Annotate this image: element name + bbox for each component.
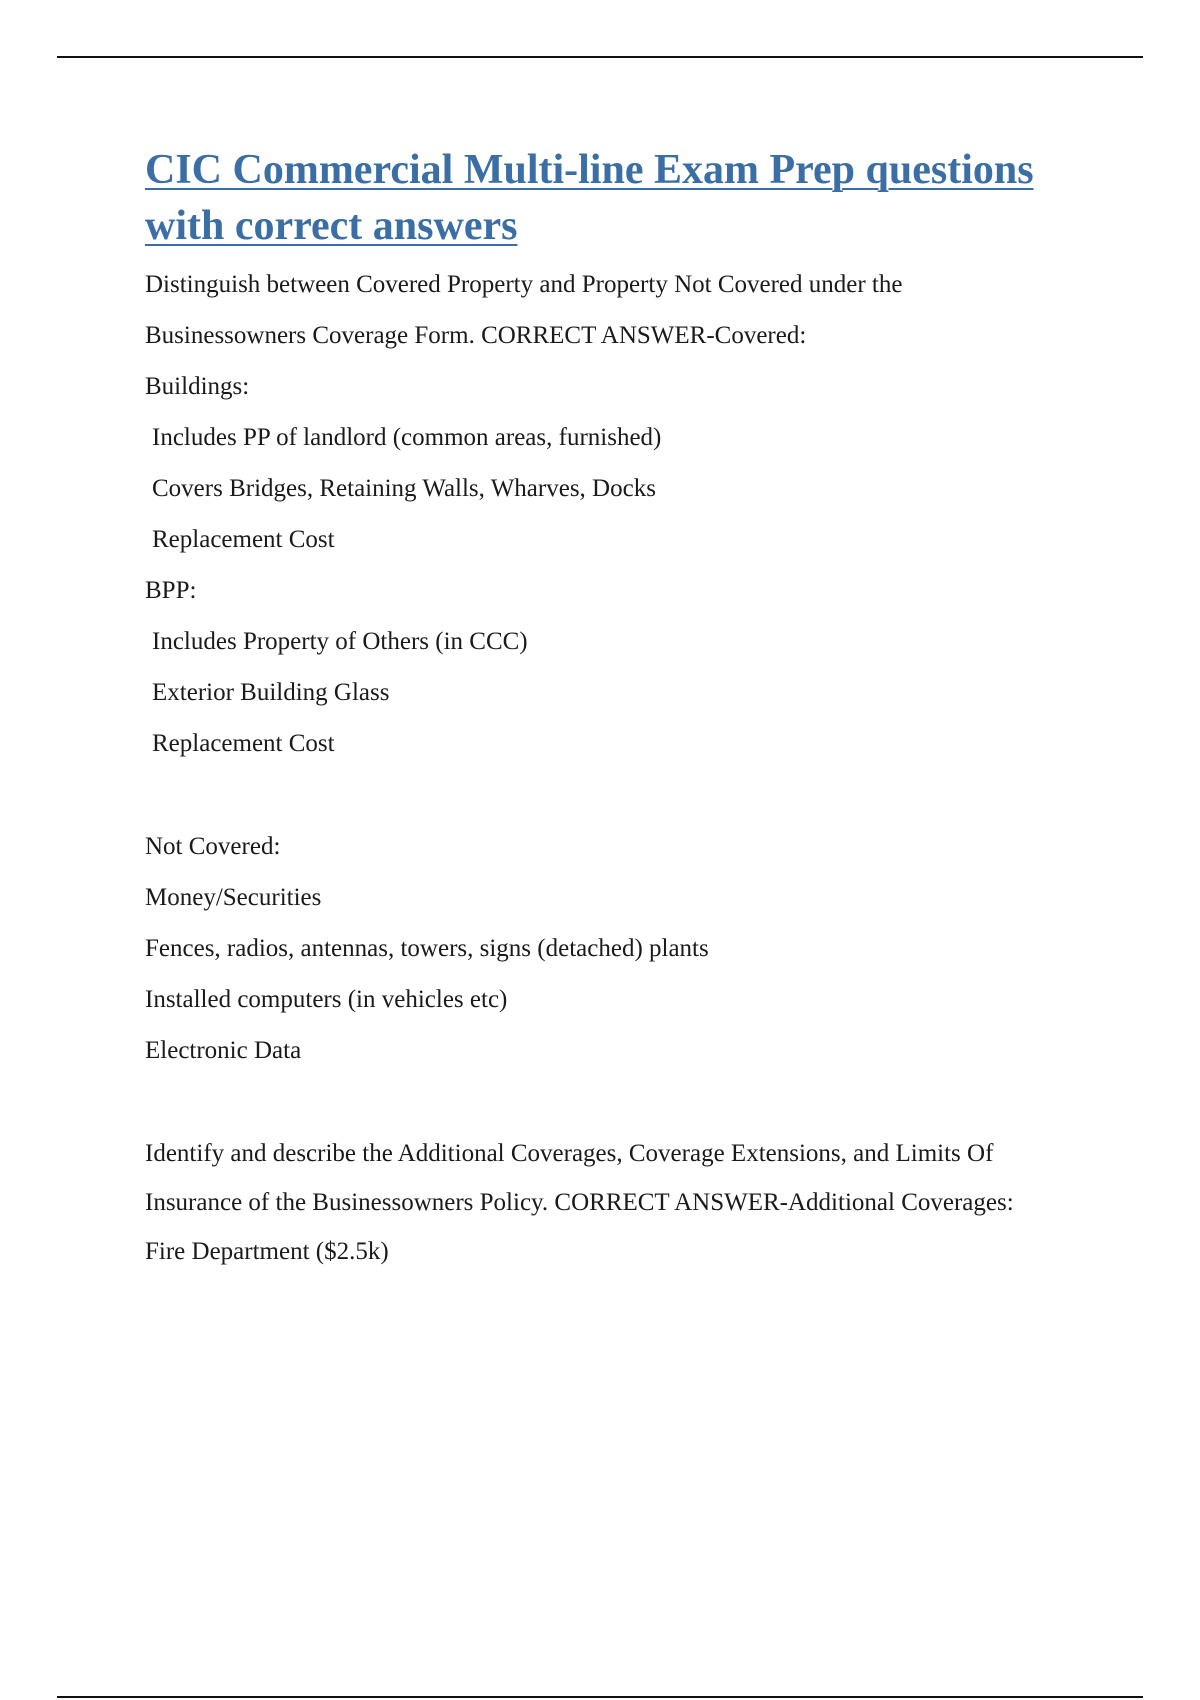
q1-line-2: Businessowners Coverage Form. CORRECT ANSWER-Covered: bbox=[145, 322, 807, 349]
not-covered-heading: Not Covered: bbox=[145, 833, 281, 860]
not-covered-item: Installed computers (in vehicles etc) bbox=[145, 986, 508, 1013]
bottom-rule bbox=[57, 1696, 1143, 1698]
paragraph-gap bbox=[145, 1085, 1090, 1137]
bpp-item: Replacement Cost bbox=[152, 730, 335, 757]
paragraph-gap bbox=[145, 778, 1090, 830]
buildings-item: Includes PP of landlord (common areas, furnished) bbox=[152, 424, 662, 451]
buildings-item: Replacement Cost bbox=[152, 526, 335, 553]
document-body bbox=[145, 142, 1090, 1286]
additional-coverage-item: Fire Department ($2.5k) bbox=[145, 1238, 389, 1265]
not-covered-item: Electronic Data bbox=[145, 1037, 302, 1064]
q1-line-1: Distinguish between Covered Property and Property Not Covered under the bbox=[145, 271, 903, 298]
q2-line-2: Insurance of the Businessowners Policy. CORRECT ANSWER-Additional Coverages: bbox=[145, 1189, 1014, 1216]
top-rule bbox=[57, 56, 1143, 58]
bpp-item: Exterior Building Glass bbox=[152, 679, 390, 706]
q2-line-1: Identify and describe the Additional Coverages, Coverage Extensions, and Limits Of bbox=[145, 1140, 994, 1167]
buildings-item: Covers Bridges, Retaining Walls, Wharves, Docks bbox=[152, 475, 656, 502]
bpp-item: Includes Property of Others (in CCC) bbox=[152, 628, 528, 655]
not-covered-item: Money/Securities bbox=[145, 884, 322, 911]
buildings-heading: Buildings: bbox=[145, 373, 250, 400]
bpp-heading: BPP: bbox=[145, 577, 197, 604]
document-title-link[interactable]: CIC Commercial Multi-line Exam Prep questions with correct answers bbox=[145, 147, 1034, 249]
not-covered-item: Fences, radios, antennas, towers, signs (detached) plants bbox=[145, 935, 709, 962]
